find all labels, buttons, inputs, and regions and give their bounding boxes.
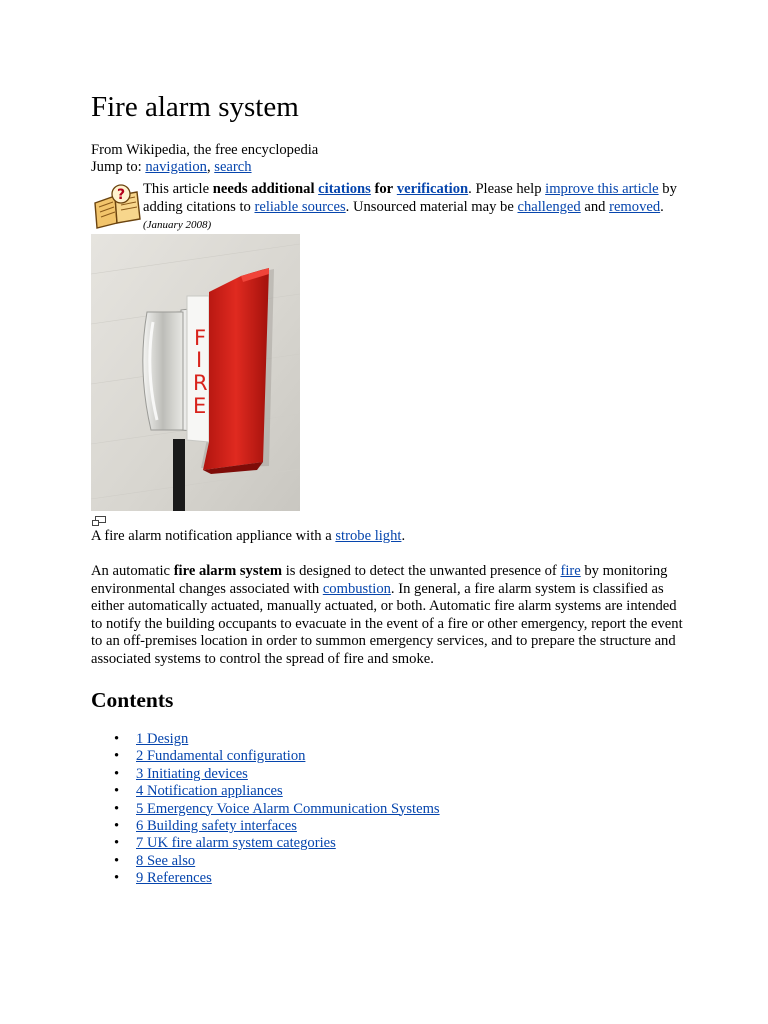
page-title: Fire alarm system xyxy=(91,91,299,123)
fire-link[interactable]: fire xyxy=(560,563,581,579)
toc-item xyxy=(91,835,440,852)
challenged-link[interactable]: challenged xyxy=(517,198,581,215)
fire-alarm-photo[interactable] xyxy=(91,234,300,511)
verification-link[interactable] xyxy=(397,181,468,197)
notice-text-1: This article xyxy=(143,181,210,197)
notice-date: (January 2008) xyxy=(143,219,212,231)
svg-text:?: ? xyxy=(117,187,126,203)
citations-link[interactable] xyxy=(318,181,371,197)
toc-link-initiating-devices[interactable]: 3 Initiating devices xyxy=(136,765,248,782)
toc-item xyxy=(91,818,440,835)
jump-to-links xyxy=(91,159,252,177)
combustion-link[interactable]: combustion xyxy=(322,580,391,597)
toc-item xyxy=(91,870,440,887)
notice-text-4: . Unsourced material may be xyxy=(345,198,514,215)
intro-text-3: by monitoring environmental changes associated with xyxy=(91,563,668,597)
improve-article-link[interactable]: improve this article xyxy=(545,181,659,197)
sign-letter-f: F xyxy=(194,326,207,350)
sign-letter-i: I xyxy=(196,348,203,372)
toc-item xyxy=(91,766,440,783)
citation-notice-text xyxy=(143,181,688,235)
toc-item xyxy=(91,853,440,870)
intro-text-4: . In general, a fire alarm system is classified as either automatically actuated, manually actuated, or both. Automatic fire alarm systems are intended to notify the building occupants to evacuate in the event of a fire or other emergency, report the event to an off-premises location in order to summon emergency services, and to prepare the structure and associated systems to control the spread of fire and smoke. xyxy=(91,580,683,667)
toc-link-references[interactable]: 9 References xyxy=(136,870,212,887)
caption-period: . xyxy=(401,528,406,544)
jump-to-label: Jump to: xyxy=(91,159,142,175)
notice-text-3: by adding citations to xyxy=(143,181,677,215)
intro-paragraph xyxy=(91,563,686,668)
enlarge-icon[interactable] xyxy=(91,515,107,527)
intro-bold-term: fire alarm system xyxy=(173,563,283,579)
toc-link-uk-categories[interactable]: 7 UK fire alarm system categories xyxy=(136,835,336,852)
table-of-contents xyxy=(91,731,440,888)
jump-to-separator: , xyxy=(206,159,211,175)
jump-to-navigation-link[interactable]: navigation xyxy=(145,159,207,175)
toc-item xyxy=(91,801,440,818)
intro-text-2: is designed to detect the unwanted presence of xyxy=(285,563,557,579)
notice-text-6: . xyxy=(660,198,664,215)
reliable-sources-link[interactable]: reliable sources xyxy=(254,198,346,215)
notice-for: for xyxy=(374,181,394,197)
toc-link-see-also[interactable]: 8 See also xyxy=(136,852,196,869)
caption-text: A fire alarm notification appliance with a xyxy=(91,528,332,544)
jump-to-search-link[interactable]: search xyxy=(214,159,252,175)
notice-needs-additional: needs additional xyxy=(212,181,315,197)
verification-link-label: verification xyxy=(396,181,469,197)
toc-link-design[interactable]: 1 Design xyxy=(136,731,189,747)
toc-item xyxy=(91,748,440,765)
contents-heading: Contents xyxy=(91,688,174,712)
toc-link-building-safety-interfaces[interactable]: 6 Building safety interfaces xyxy=(136,817,297,834)
removed-link[interactable]: removed xyxy=(609,198,661,215)
notice-text-5: and xyxy=(584,198,606,215)
toc-link-fundamental-configuration[interactable]: 2 Fundamental configuration xyxy=(136,748,306,765)
citations-link-label: citations xyxy=(318,181,371,197)
strobe-light-link[interactable]: strobe light xyxy=(335,528,402,544)
site-subtitle: From Wikipedia, the free encyclopedia xyxy=(91,142,319,158)
open-book-question-icon xyxy=(91,183,143,229)
sign-letter-r: R xyxy=(193,371,208,395)
toc-link-notification-appliances[interactable]: 4 Notification appliances xyxy=(136,783,283,800)
toc-item xyxy=(91,783,440,800)
notice-text-2: . Please help xyxy=(468,181,542,197)
toc-link-evac-systems[interactable]: 5 Emergency Voice Alarm Communication Systems xyxy=(136,800,440,817)
toc-item xyxy=(91,731,440,748)
sign-letter-e: E xyxy=(193,394,207,418)
figure-caption xyxy=(91,528,405,546)
intro-text-1: An automatic xyxy=(91,563,171,579)
